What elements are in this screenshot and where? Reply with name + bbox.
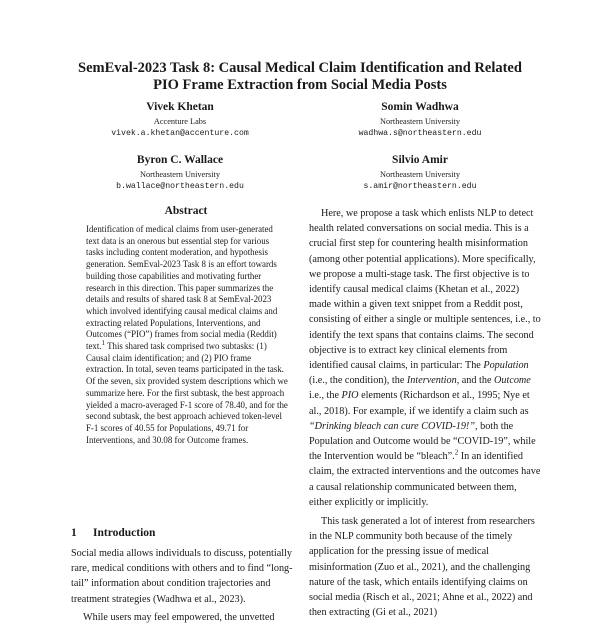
author-name: Vivek Khetan [146, 101, 214, 113]
abstract-paragraph [86, 224, 288, 446]
author-name: Silvio Amir [392, 154, 448, 166]
text-run: elements (Richardson et al., 1995; Nye et al., 2018). For example, if we identify a claim such as [309, 390, 530, 417]
author-block [60, 100, 300, 139]
author-name: Somin Wadhwa [381, 101, 459, 113]
section-number: 1 [71, 527, 77, 539]
author-affiliation: Northeastern University [380, 170, 460, 179]
text-run: , and the [456, 375, 495, 387]
paragraph: While users may feel empowered, the unvetted [83, 611, 275, 623]
author-email: wadhwa.s@northeastern.edu [358, 129, 482, 138]
text-run: Here, we propose a task which enlists NLP to detect health related conversations on social media. This is a crucial first step for countering health misinformation (among other potential applications). More specifically, we propose a multi-stage task. The first objective is to identify causal medical claims (Khetan et al., 2022) made within a given text snippet from a Reddit post, consisting of either a single or multiple sentences, i.e., to identify the text spans that contains claims. The second objective is to extract key clinical elements from identified causal claims, in particular: The [309, 208, 541, 372]
section-heading-introduction [71, 527, 155, 539]
text-run: (i.e., the condition), the [309, 375, 407, 387]
paragraph [309, 206, 541, 510]
author-name: Byron C. Wallace [136, 154, 224, 166]
introduction-body [71, 546, 303, 625]
paragraph: This task generated a lot of interest from researchers in the NLP community both because of the timely application for the pressing issue of medical misinformation (Zuo et al., 2021), and the challenging nature of the task, which entails identifying claims on social media (Risch et al., 2021; Ahne et al., 2022) and then extracting (Gi et al., 2021) [309, 516, 535, 619]
author-block [60, 153, 300, 192]
paper-title [40, 60, 560, 94]
text-run: i.e., the [309, 390, 342, 402]
author-email: s.amir@northeastern.edu [363, 182, 477, 191]
author-email: b.wallace@northeastern.edu [116, 182, 244, 191]
footnote-mark: 2 [454, 448, 459, 457]
italic-claim: “Drinking bleach can cure COVID-19!” [309, 420, 475, 432]
author-block [300, 100, 540, 139]
text-run: In an identified claim, the extracted interventions and the outcomes have a causal relationship communicated between them, either explicitly or implicitly. [309, 451, 541, 508]
abstract-body [86, 224, 288, 446]
abstract-heading: Abstract [164, 205, 208, 217]
author-block [300, 153, 540, 192]
paragraph: Social media allows individuals to discuss, potentially rare, medical conditions with others and to find “long-tail” information about condition trajectories and treatment strategies (Wadhwa et al., 2023). [71, 548, 293, 605]
title-line-1: SemEval-2023 Task 8: Causal Medical Claim Identification and Related [78, 60, 522, 76]
text-run: , both the Population and Outcome would be “COVID-19”, while the Intervention would be “bleach”. [309, 420, 536, 463]
author-affiliation: Northeastern University [140, 170, 220, 179]
right-column-body [309, 206, 541, 620]
italic-term: Population [483, 360, 529, 372]
abstract-text: Identification of medical claims from user-generated text data is an onerous but essential step for various tasks including content moderation, and hypothesis generation. SemEval-2023 Task 8 is an effort towards building those capabilities and motivating further research in this direction. This paper summarizes the details and results of shared task 8 at SemEval-2023 which involved identifying causal medical claims and extracting related Populations, Interventions, and Outcomes (“PIO”) frames from social media (Reddit) text. [86, 224, 278, 352]
author-affiliation: Accenture Labs [153, 117, 207, 126]
author-affiliation: Northeastern University [380, 117, 460, 126]
italic-term: PIO [341, 390, 359, 402]
italic-term: Intervention [406, 375, 457, 387]
abstract-text-continued: This shared task comprised two subtasks: (1) Causal claim identification; and (2) PIO frame extraction. In total, seven teams participated in the task. Of the seven, six provided system descriptions which we summarize here. For the first subtask, the best approach yielded a macro-averaged F-1 score of 78.40, and for the second subtask, the best approach achieved token-level F-1 scores of 40.55 for Populations, 49.71 for Interventions, and 30.08 for Outcome frames. [86, 341, 288, 445]
author-email: vivek.a.khetan@accenture.com [111, 129, 249, 138]
section-title: Introduction [93, 527, 156, 539]
italic-term: Outcome [494, 375, 531, 387]
title-line-2: PIO Frame Extraction from Social Media Posts [153, 77, 447, 93]
footnote-mark: 1 [101, 339, 106, 348]
